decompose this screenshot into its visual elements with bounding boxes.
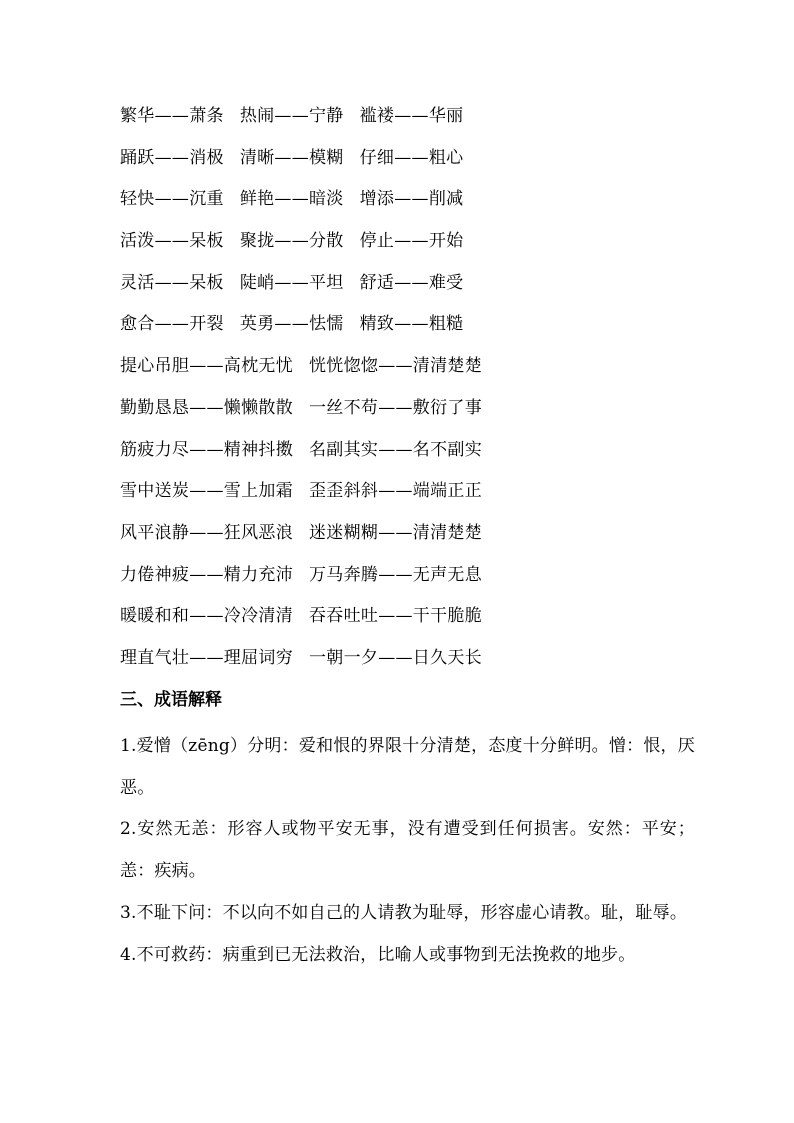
antonym-pair: 雪中送炭——雪上加霜 [120, 481, 293, 502]
antonym-pair: 繁华——萧条 [120, 106, 224, 126]
antonym-pair: 万马奔腾——无声无息 [309, 564, 482, 585]
antonym-pair: 鲜艳——暗淡 [239, 189, 344, 210]
antonym-row [120, 100, 680, 142]
antonym-pair: 吞吞吐吐——干干脆脆 [309, 606, 482, 627]
section-heading: 三、成语解释 [120, 690, 222, 710]
antonym-row [120, 183, 680, 225]
antonym-pair: 暖暖和和——冷冷清清 [120, 606, 293, 627]
antonym-pair: 英勇——怯懦 [239, 314, 344, 335]
definition-item: 4.不可救药：病重到已无法救治，比喻人或事物到无法挽救的地步。 [120, 944, 636, 965]
antonym-pair: 力倦神疲——精力充沛 [120, 564, 293, 585]
antonym-row [120, 392, 680, 434]
antonym-pair: 勤勤恳恳——懒懒散散 [120, 397, 293, 418]
antonym-pair: 筋疲力尽——精神抖擞 [120, 439, 293, 460]
definition-item: 1.爱憎（zēng）分明：爱和恨的界限十分清楚，态度十分鲜明。憎：恨，厌恶。 [120, 736, 695, 798]
antonym-pair: 灵活——呆板 [120, 272, 224, 293]
antonym-row [120, 475, 680, 517]
antonym-pair: 一朝一夕——日久天长 [309, 647, 482, 668]
idiom-definitions [120, 726, 695, 976]
antonym-row [120, 434, 680, 476]
definition-item: 2.安然无恙：形容人或物平安无事，没有遭受到任何损害。安然：平安；恙：疾病。 [120, 819, 695, 882]
antonym-row [120, 225, 680, 267]
antonym-list [120, 100, 680, 684]
antonym-pair: 一丝不苟——敷衍了事 [309, 397, 482, 418]
antonym-pair: 恍恍惚惚——清清楚楚 [309, 356, 482, 377]
antonym-pair: 提心吊胆——高枕无忧 [120, 356, 293, 377]
antonym-pair: 踊跃——消极 [120, 147, 224, 168]
antonym-row [120, 267, 680, 309]
definition-item: 3.不耻下问：不以向不如自己的人请教为耻辱，形容虚心请教。耻，耻辱。 [120, 902, 688, 923]
antonym-pair: 歪歪斜斜——端端正正 [309, 481, 482, 502]
antonym-pair: 增添——削减 [359, 189, 464, 210]
antonym-row [120, 600, 680, 642]
antonym-pair: 愈合——开裂 [120, 314, 224, 335]
antonym-pair: 清晰——模糊 [239, 147, 344, 168]
antonym-pair: 仔细——粗心 [359, 147, 464, 168]
antonym-row [120, 350, 680, 392]
antonym-row [120, 142, 680, 184]
antonym-pair: 褴褛——华丽 [359, 106, 464, 126]
antonym-row [120, 642, 680, 684]
antonym-row [120, 308, 680, 350]
antonym-row [120, 559, 680, 601]
antonym-pair: 精致——粗糙 [359, 314, 464, 335]
antonym-pair: 停止——开始 [359, 231, 464, 252]
antonym-pair: 风平浪静——狂风恶浪 [120, 522, 293, 543]
antonym-pair: 热闹——宁静 [239, 106, 344, 126]
antonym-pair: 迷迷糊糊——清清楚楚 [309, 522, 482, 543]
antonym-pair: 名副其实——名不副实 [309, 439, 482, 460]
antonym-pair: 聚拢——分散 [239, 231, 344, 252]
antonym-pair: 舒适——难受 [359, 272, 464, 293]
antonym-pair: 理直气壮——理屈词穷 [120, 647, 293, 668]
antonym-pair: 轻快——沉重 [120, 189, 224, 210]
antonym-row [120, 517, 680, 559]
antonym-pair: 陡峭——平坦 [239, 272, 344, 293]
antonym-pair: 活泼——呆板 [120, 231, 224, 252]
